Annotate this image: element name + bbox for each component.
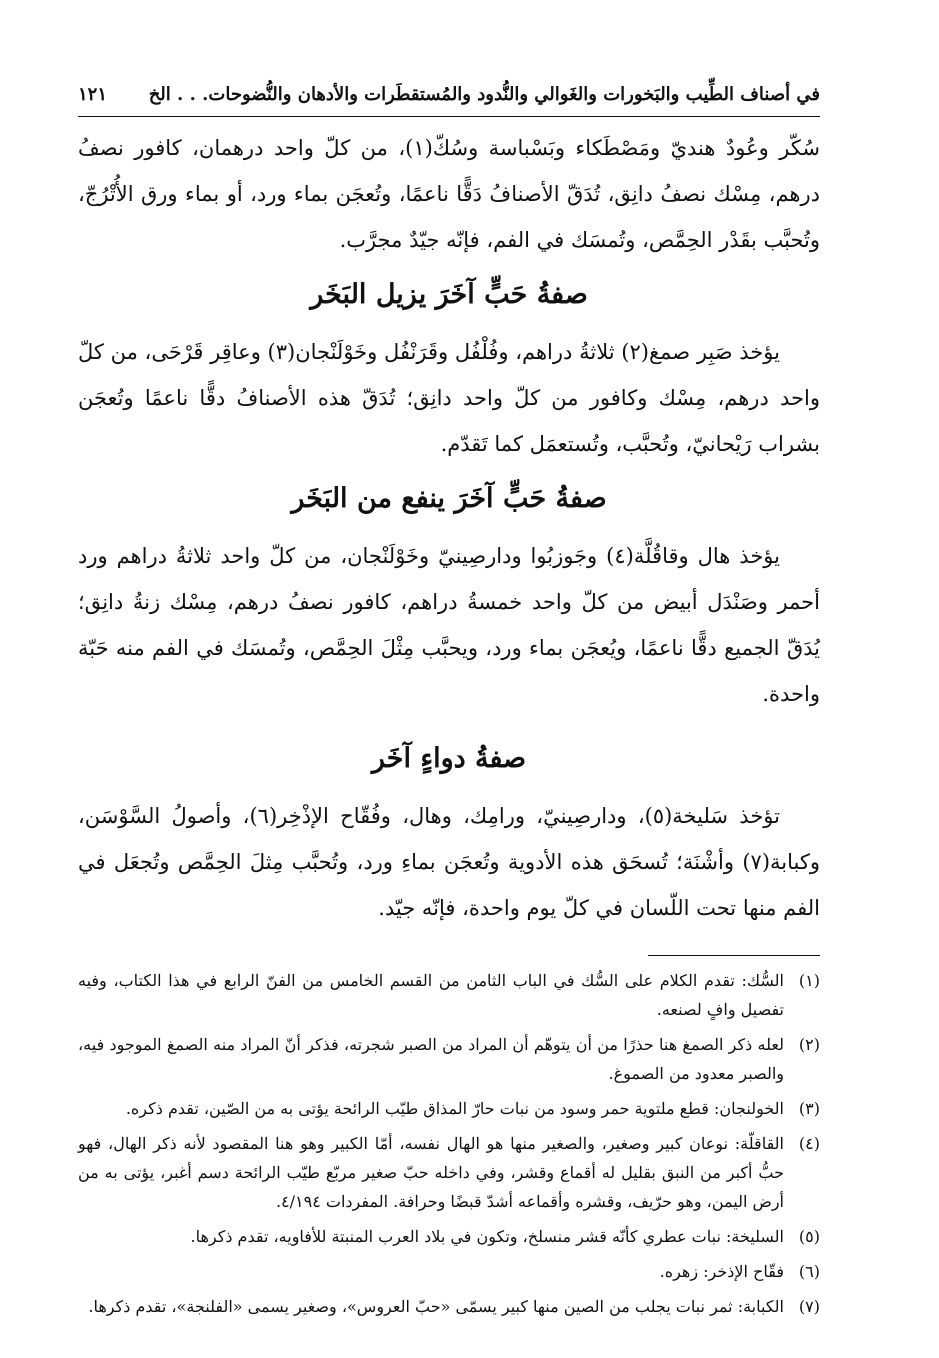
footnote-number: (٢) xyxy=(798,1035,820,1054)
footnote-number: (٦) xyxy=(798,1262,820,1281)
footnote-text: لعله ذكر الصمغ هنا حذرًا من أن يتوهّم أن المراد من الصبر شجرته، فذكر أنّ المراد منه الصمغ الموجود فيه، والصبر معدود من الصموغ. xyxy=(78,1035,784,1083)
paragraph-3: يؤخذ هال وقاقُلَّة(٤) وجَوزبُوا ودارصِينيّ وخَوْلَنْجان، من كلّ واحد ثلاثةُ دراهم ورد أحمر وصَنْدَل أبيض من كلّ واحد خمسةُ دراهم، كافور نصفُ درهم، مِسْك زنةُ دانِق؛ يُدَقّ الجميع دقًّا ناعمًا، ويُعجَن بماء ورد، ويحبَّب مِثْلَ الحِمَّص، وتُمسَك في الفم منه حَبّة واحدة. xyxy=(78,544,820,706)
section-heading-2: صفةُ حَبٍّ آخَرَ ينفع من البَخَر xyxy=(291,483,607,514)
footnote-number: (٤) xyxy=(798,1134,820,1153)
footnote-rule xyxy=(648,955,820,956)
footnote-number: (٧) xyxy=(798,1297,820,1316)
running-header xyxy=(78,78,820,112)
footnote-text: السليخة: نبات عطري كأنّه قشر منسلخ، وتكون في بلاد العرب المنبتة للأفاويه، تقدم ذكرها. xyxy=(190,1227,784,1246)
footnote-number: (٣) xyxy=(798,1099,820,1118)
footnote-number: (٥) xyxy=(798,1227,820,1246)
footnote-text: الكبابة: ثمر نبات يجلب من الصين منها كبير يسمّى «حبّ العروس»، وصغير يسمى «الفلنجة»، تقدم ذكرها. xyxy=(88,1297,784,1316)
paragraph-1: سُكّر وعُودٌ هنديّ ومَصْطَكاء وبَسْباسة وسُكّ(١)، من كلّ واحد درهمان، كافور نصفُ درهم، مِسْك نصفُ دانِق، تُدَقّ الأصنافُ دَقًّا ناعمًا، وتُعجَن بماء ورد، أو بماء ورق الأُتْرُجّ، وتُحبَّب بقَدْر الحِمَّص، وتُمسَك في الفم، فإنّه جيّدٌ مجرَّب. xyxy=(78,136,820,252)
footnote-text: فقّاح الإذخر: زهره. xyxy=(659,1262,784,1281)
footnote-text: السُّك: تقدم الكلام على السُّك في الباب الثامن من القسم الخامس من الفنّ الرابع في هذا الكتاب، وفيه تفصيل وافٍ لصنعه. xyxy=(78,971,784,1019)
footnote xyxy=(78,1257,820,1286)
footnote-text: القاقلّة: نوعان كبير وصغير، والصغير منها هو الهال نفسه، أمّا الكبير وهو هنا المقصود لأنه ذكر الهال، فهو حبُّ أكبر من النبق بقليل له أقماع وقشر، وفي داخله حبّ صغير مربّع طيّب الرائحة دسم أغبر، يؤتى به من أرض اليمن، وهو حرّيف، وقشره وأقماعه أشدّ قبضًا وحرافة. المفردات ٤/١٩٤. xyxy=(78,1134,784,1211)
footnote xyxy=(78,1292,820,1321)
book-page xyxy=(78,78,820,1328)
footnote xyxy=(78,1222,820,1251)
footnote xyxy=(78,1094,820,1123)
footnote-number: (١) xyxy=(798,971,820,990)
footnote-text: الخولنجان: قطع ملتوية حمر وسود من نبات حارّ المذاق طيّب الرائحة يؤتى به من الصّين، تقدم ذكره. xyxy=(125,1099,784,1118)
footnote xyxy=(78,1030,820,1088)
footnote xyxy=(78,966,820,1024)
footnote xyxy=(78,1129,820,1216)
paragraph-2: يؤخذ صَبِر صمغ(٢) ثلاثةُ دراهم، وفُلْفُل وقَرَنْفُل وخَوْلَنْجان(٣) وعاقِر قَرْحَى، من كلّ واحد درهم، مِسْك وكافور من كلّ واحد دانِق؛ تُدَقّ هذه الأصنافُ دقًّا ناعمًا وتُعجَن بشراب رَيْحانيّ، وتُحبَّب، وتُستعمَل كما تَقدّم. xyxy=(78,340,821,456)
footnotes xyxy=(78,966,820,1321)
running-head-title: في أصناف الطِّيب والبَخورات والغَوالي والنُّدود والمُستقطَرات والأدهان والنُّضوحات. . . الخ xyxy=(148,84,820,105)
header-rule xyxy=(78,116,820,117)
page-number: ١٢١ xyxy=(78,84,108,105)
section-heading-3: صفةُ دواءٍ آخَر xyxy=(371,743,527,774)
section-heading-1: صفةُ حَبٍّ آخَرَ يزيل البَخَر xyxy=(310,279,588,310)
paragraph-4: تؤخذ سَليخة(٥)، ودارصِينيّ، ورامِك، وهال، وفُقّاح الإذْخِر(٦)، وأصولُ السَّوْسَن، وكبابة(٧) وأشْنَة؛ تُسحَق هذه الأدوية وتُعجَن بماءِ ورد، وتُحبَّب مِثلَ الحِمَّص وتُجعَل في الفم منها تحت اللّسان في كلّ يوم واحدة، فإنّه جيّد. xyxy=(78,804,820,920)
